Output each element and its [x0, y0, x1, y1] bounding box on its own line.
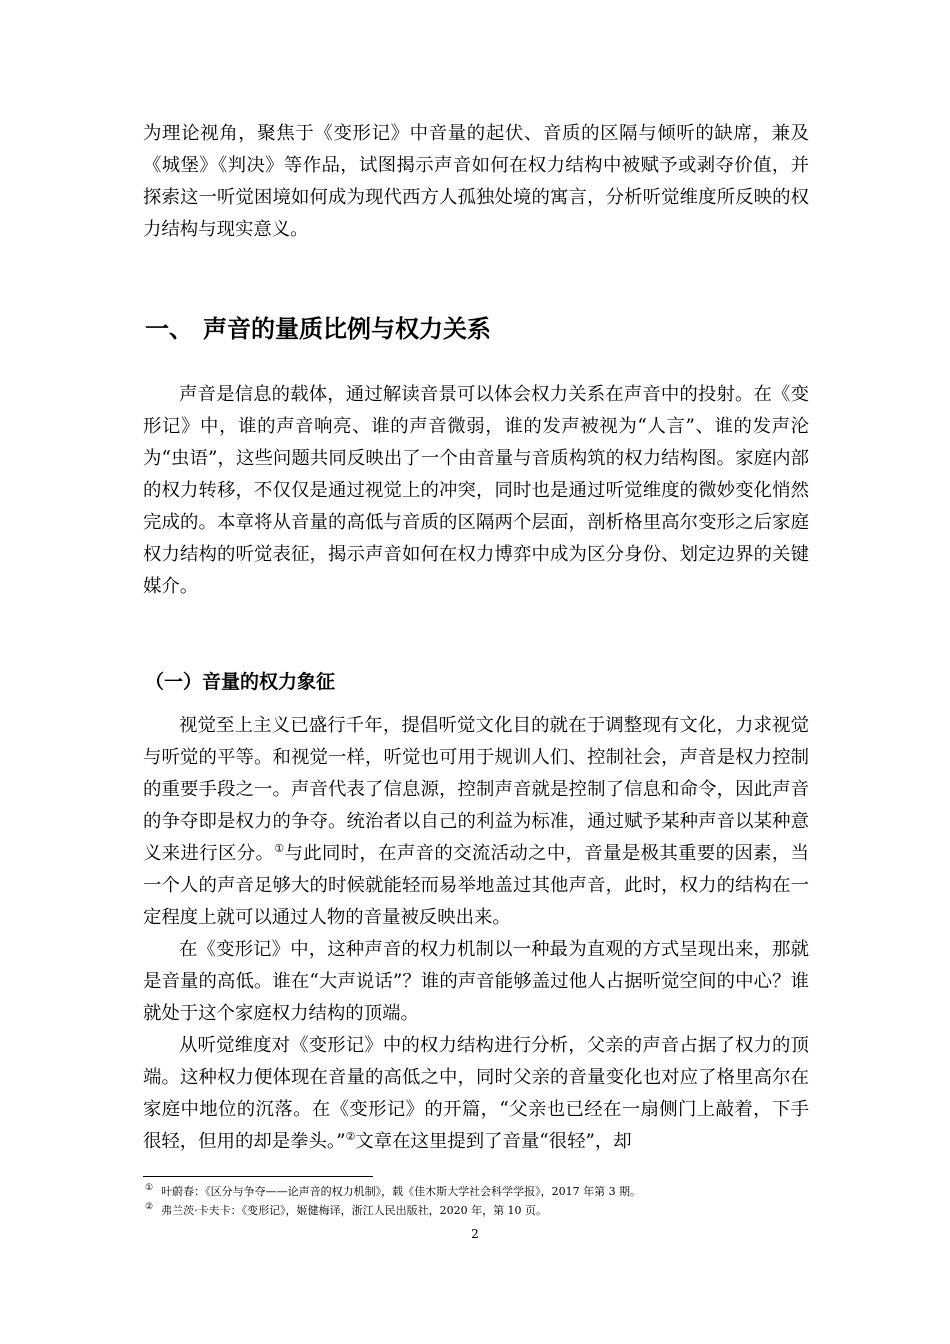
footnote-1-text: 叶蔚春：《区分与争夺——论声音的权力机制》，载《佳木斯大学社会科学学报》，2017 年第 3 期。	[161, 1185, 642, 1198]
section-intro-paragraph	[143, 379, 809, 603]
intro-paragraph	[143, 118, 809, 246]
paragraph-2-text: 在《变形记》中，这种声音的权力机制以一种最为直观的方式呈现出来，那就是音量的高低。谁在“大声说话”？谁的声音能够盖过他人占据听觉空间的中心？谁就处于这个家庭权力结构的顶端。	[143, 939, 809, 1024]
section-number: 一、	[145, 315, 193, 343]
footnote-2-mark: ②	[145, 1202, 154, 1213]
paragraph-3-text-before: 从听觉维度对《变形记》中的权力结构进行分析，父亲的声音占据了权力的顶端。这种权力便体现在音量的高低之中，同时父亲的音量变化也对应了格里高尔在家庭中地位的沉落。在《变形记》的开篇，“父亲也已经在一扇侧门上敲着，下手很轻，但用的却是拳头。”	[143, 1035, 809, 1152]
footnote-1	[145, 1184, 641, 1200]
footnote-ref-1[interactable]: ①	[274, 841, 285, 855]
footnote-2-text: 弗兰茨·卡夫卡：《变形记》，姬健梅译，浙江人民出版社，2020 年，第 10 页。	[161, 1204, 548, 1217]
footnote-2	[145, 1203, 547, 1219]
page-number: 2	[471, 1227, 479, 1241]
body-paragraph-1	[143, 710, 809, 934]
paragraph-3-text-after: 文章在这里提到了音量“很轻”，却	[355, 1131, 632, 1152]
section-title: 声音的量质比例与权力关系	[203, 315, 491, 343]
body-paragraph-2	[143, 934, 809, 1030]
section-intro-text: 声音是信息的载体，通过解读音景可以体会权力关系在声音中的投射。在《变形记》中，谁的声音响亮、谁的声音微弱，谁的发声被视为“人言”、谁的发声沦为“虫语”，这些问题共同反映出了一个由音量与音质构筑的权力结构图。家庭内部的权力转移，不仅仅是通过视觉上的冲突，同时也是通过听觉维度的微妙变化悄然完成的。本章将从音量的高低与音质的区隔两个层面，剖析格里高尔变形之后家庭权力结构的听觉表征，揭示声音如何在权力博弈中成为区分身份、划定边界的关键媒介。	[143, 384, 809, 597]
subsection-heading: （一）音量的权力象征	[145, 671, 336, 693]
paragraph-1-text-after: 与此同时，在声音的交流活动之中，音量是极其重要的因素，当一个人的声音足够大的时候就能轻而易举地盖过其他声音，此时，权力的结构在一定程度上就可以通过人物的音量被反映出来。	[143, 843, 809, 928]
footnote-ref-2[interactable]: ②	[345, 1129, 356, 1143]
footnote-separator	[143, 1176, 373, 1177]
footnote-1-mark: ①	[145, 1183, 154, 1194]
section-heading	[145, 309, 491, 349]
intro-text: 为理论视角，聚焦于《变形记》中音量的起伏、音质的区隔与倾听的缺席，兼及《城堡》《判决》等作品，试图揭示声音如何在权力结构中被赋予或剥夺价值，并探索这一听觉困境如何成为现代西方人孤独处境的寓言，分析听觉维度所反映的权力结构与现实意义。	[143, 123, 809, 240]
paragraph-1-text-before: 视觉至上主义已盛行千年，提倡听觉文化目的就在于调整现有文化，力求视觉与听觉的平等。和视觉一样，听觉也可用于规训人们、控制社会，声音是权力控制的重要手段之一。声音代表了信息源，控制声音就是控制了信息和命令，因此声音的争夺即是权力的争夺。统治者以自己的利益为标准，通过赋予某种声音以某种意义来进行区分。	[143, 715, 809, 864]
body-paragraph-3	[143, 1030, 809, 1158]
